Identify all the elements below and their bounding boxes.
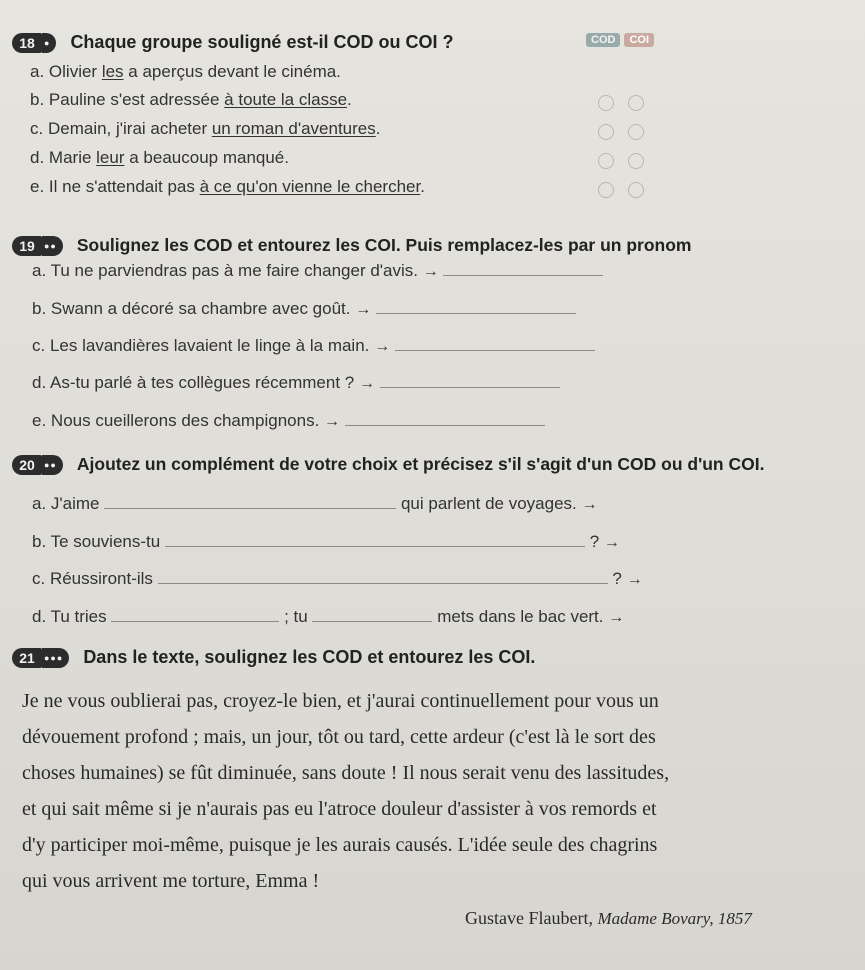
answer-circle-cod-c[interactable]	[598, 124, 614, 140]
exercise-title: Chaque groupe souligné est-il COD ou COI ?	[70, 32, 454, 52]
text-line: Je ne vous oublierai pas, croyez-le bien, et j'aurai continuellement pour vous un	[22, 690, 659, 712]
credit-author: Gustave Flaubert,	[465, 908, 593, 928]
exercise-title: Soulignez les COD et entourez les COI. Puis remplacez-les par un pronom	[76, 235, 692, 255]
text-line: qui vous arrivent me torture, Emma !	[22, 870, 320, 892]
answer-blank[interactable]	[395, 334, 595, 351]
underlined-group: les	[101, 62, 124, 81]
answer-circle-cod-d[interactable]	[598, 153, 614, 169]
exercise-title: Ajoutez un complément de votre choix et précisez s'il s'agit d'un COD ou d'un COI.	[76, 454, 765, 474]
arrow-icon: →	[603, 534, 620, 551]
answer-blank[interactable]	[312, 605, 432, 622]
exercise-21-header	[12, 647, 535, 668]
answer-blank[interactable]	[443, 259, 603, 276]
ex19-item-e: e. Nous cueillerons des champignons. →	[32, 409, 545, 431]
difficulty-dots: ●●	[42, 236, 63, 256]
difficulty-dots: ●●	[42, 455, 63, 475]
difficulty-dots: ●●●	[42, 648, 69, 668]
underlined-group: un roman d'aventures	[211, 119, 376, 138]
exercise-20-header	[12, 454, 764, 475]
ex19-item-c: c. Les lavandières lavaient le linge à la main. →	[32, 334, 595, 356]
ex19-item-b: b. Swann a décoré sa chambre avec goût. →	[32, 297, 576, 319]
exercise-number-badge: 20	[12, 455, 42, 475]
arrow-icon: →	[358, 375, 375, 392]
ex18-item-e: e. Il ne s'attendait pas à ce qu'on vienne le chercher.	[30, 177, 425, 196]
arrow-icon: →	[581, 496, 598, 513]
exercise-number-badge: 21	[12, 648, 42, 668]
text-line: dévouement profond ; mais, un jour, tôt ou tard, cette ardeur (c'est là le sort des	[22, 726, 656, 748]
credit-work: Madame Bovary, 1857	[597, 909, 752, 928]
exercise-title: Dans le texte, soulignez les COD et entourez les COI.	[83, 647, 536, 667]
ex20-item-a: a. J'aime qui parlent de voyages. →	[32, 494, 598, 513]
arrow-icon: →	[324, 413, 341, 430]
underlined-group: leur	[96, 148, 125, 167]
ex20-item-b: b. Te souviens-tu ? →	[32, 532, 620, 551]
ex19-item-a: a. Tu ne parviendras pas à me faire changer d'avis. →	[32, 259, 603, 281]
answer-blank[interactable]	[158, 567, 608, 584]
arrow-icon: →	[608, 609, 625, 626]
text-line: et qui sait même si je n'aurais pas eu l'atroce douleur d'assister à vos remords et	[22, 798, 657, 820]
cod-coi-column-tags	[586, 33, 654, 47]
arrow-icon: →	[626, 571, 643, 588]
underlined-group: à ce qu'on vienne le chercher	[199, 177, 421, 196]
ex19-item-d: d. As-tu parlé à tes collègues récemment ? →	[32, 371, 560, 393]
cod-tag: COD	[586, 33, 620, 47]
answer-circle-coi-b[interactable]	[628, 95, 644, 111]
arrow-icon: →	[374, 338, 391, 355]
arrow-icon: →	[355, 301, 372, 318]
answer-blank[interactable]	[380, 371, 560, 388]
ex20-item-d: d. Tu tries ; tu mets dans le bac vert. →	[32, 607, 625, 626]
ex18-item-a: a. Olivier les a aperçus devant le cinéma.	[30, 62, 341, 81]
answer-blank[interactable]	[345, 409, 545, 426]
difficulty-dots: ●	[42, 33, 56, 53]
ex18-item-d: d. Marie leur a beaucoup manqué.	[30, 148, 289, 167]
ex20-item-c: c. Réussiront-ils ? →	[32, 569, 643, 588]
exercise-18-header	[12, 32, 453, 53]
ex18-item-c: c. Demain, j'irai acheter un roman d'aventures.	[30, 119, 381, 138]
flaubert-text	[22, 683, 852, 899]
answer-circle-cod-b[interactable]	[598, 95, 614, 111]
text-line: d'y participer moi-même, puisque je les aurais causés. L'idée seule des chagrins	[22, 834, 658, 856]
answer-blank[interactable]	[376, 297, 576, 314]
answer-blank[interactable]	[165, 530, 585, 547]
answer-blank[interactable]	[104, 492, 396, 509]
answer-circle-cod-e[interactable]	[598, 182, 614, 198]
coi-tag: COI	[624, 33, 654, 47]
answer-circle-coi-d[interactable]	[628, 153, 644, 169]
source-credit	[465, 908, 752, 929]
answer-circle-coi-e[interactable]	[628, 182, 644, 198]
answer-circle-coi-c[interactable]	[628, 124, 644, 140]
underlined-group: à toute la classe	[224, 90, 348, 109]
exercise-19-header	[12, 235, 691, 256]
exercise-number-badge: 19	[12, 236, 42, 256]
ex18-item-b: b. Pauline s'est adressée à toute la classe.	[30, 90, 352, 109]
answer-blank[interactable]	[111, 605, 279, 622]
arrow-icon: →	[422, 263, 439, 280]
text-line: choses humaines) se fût diminuée, sans doute ! Il nous serait venu des lassitudes,	[22, 762, 670, 784]
exercise-number-badge: 18	[12, 33, 42, 53]
